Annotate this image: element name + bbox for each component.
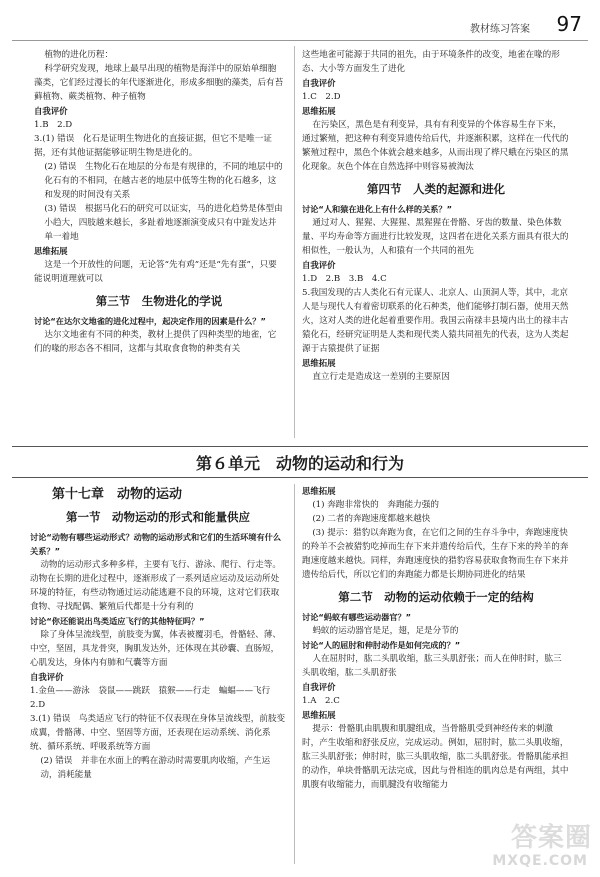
answer-line: 1.B 2.D <box>34 120 73 130</box>
watermark-logo <box>474 817 592 869</box>
answer-line: 2.D <box>30 700 46 710</box>
paragraph: 动物的运动形式多种多样，主要有飞行、游泳、爬行、行走等。动物在长期的进化过程中，逐渐形成了一系列适应运动及运动所处环境的特征，有些动物通过运动能逃避不良的环境，这对它们获取食物、寻找配偶、繁殖后代都是十分有利的 <box>30 560 281 612</box>
section-title: 第一节 动物运动的形式和能量供应 <box>66 510 250 524</box>
discussion-heading: 讨论“人的屈肘和伸肘动作是如何完成的？” <box>302 640 461 650</box>
paragraph: 在污染区，黑色是有利变异，具有有利变异的个体容易生存下来，通过繁殖，把这种有利变异遗传给后代，并逐渐积累，这样在一代代的繁殖过程中，黑色个体就会越来越多，从而出现了桦尺蛾在污染区的黑化现象。灰色个体在自然选择中则容易被淘汰 <box>302 120 569 172</box>
answer-line: 1.C 2.D <box>302 92 341 102</box>
chapter-title: 第十七章 动物的运动 <box>52 487 183 502</box>
paragraph: 提示：骨骼肌由肌腹和肌腱组成，当骨骼肌受到神经传来的刺激时，产生收缩和舒张反应，完成运动。例如，屈肘时，肱二头肌收缩，肱三头肌舒张；伸肘时，肱三头肌收缩，肱二头肌舒张。骨骼肌能承担的动作，单块骨骼肌无法完成，因此与骨相连的肌肉总是有两组，其中肌腹有收缩能力，而肌腱没有收缩能力 <box>302 724 569 790</box>
answer-line: 1.A 2.C <box>302 696 340 706</box>
left-column-top <box>34 48 284 356</box>
answer-line: 5.我国发现的古人类化石有元谋人、北京人、山顶洞人等，其中，北京人是与现代人有着密切联系的化石种类，他们能够打制石器，使用天然火，这对人类的进化起着重要作用。我国云南禄丰县境内出土的禄丰古猿化石，经研究证明是人类和现代类人猿共同祖先的代表，这为人类起源于古猿提供了证据 <box>302 288 569 354</box>
section-label: 思维拓展 <box>302 710 336 720</box>
section-title: 第四节 人类的起源和进化 <box>367 182 505 196</box>
section-label: 自我评价 <box>34 106 68 116</box>
section-title: 第三节 生物进化的学说 <box>95 294 223 308</box>
section-label: 思维拓展 <box>302 358 336 368</box>
paragraph: 这是一个开放性的问题，无论答“先有鸡”还是“先有蛋”，只要能说明道理就可以 <box>34 260 277 284</box>
watermark-sub: MXQE.COM <box>492 853 588 869</box>
left-column-bottom <box>30 484 286 782</box>
answer-line: 1.金鱼——游泳 袋鼠——跳跃 猿猴——行走 蝙蝠——飞行 <box>30 686 271 696</box>
answer-subline: (1) 奔跑非常快的 奔跑能力强的 <box>312 500 439 510</box>
discussion-heading: 讨论“人和猿在进化上有什么样的关系？” <box>302 204 452 214</box>
page-header <box>0 6 600 38</box>
discussion-heading: 讨论“你还能说出鸟类适应飞行的其他特征吗？” <box>30 616 205 626</box>
paragraph: 蚂蚁的运动器官是足，翅，足是分节的 <box>312 626 459 636</box>
answer-subline: (3) 错误 根据马化石的研究可以证实，马的进化趋势是体型由小趋大，四肢越来越长，多趾着地逐渐演变成只有中趾发达并单一着地 <box>44 204 283 242</box>
section-label: 思维拓展 <box>302 486 336 496</box>
section-label: 思维拓展 <box>34 246 68 256</box>
header-rule <box>12 40 588 41</box>
answer-subline: (2) 二者的奔跑速度都越来越快 <box>312 514 431 524</box>
watermark-main: 答案圈 <box>510 823 592 853</box>
right-column-top <box>302 48 570 384</box>
section-label: 自我评价 <box>302 682 336 692</box>
paragraph: 达尔文地雀有不同的种类，教材上提供了四种类型的地雀，它们的喙的形态各不相同，这都与其取食食物的种类有关 <box>34 330 277 354</box>
header-title: 教材练习答案 <box>470 24 530 35</box>
right-column-bottom <box>302 484 570 792</box>
discussion-heading: 讨论“蚂蚁有哪些运动器官？” <box>302 612 412 622</box>
answer-subline: (2) 错误 生物化石在地层的分布是有规律的，不同的地层中的化石有的不相同，在越古老的地层中低等生物的化石越多，这和发现的时间没有关系 <box>44 162 283 200</box>
paragraph: 除了身体呈流线型，前肢变为翼，体表被覆羽毛，骨骼轻、薄、中空，坚固，具龙骨突，胸肌发达外，还体现在其砂囊、直肠短，心肌发达，身体内有肺和气囊等方面 <box>30 630 281 668</box>
section-label: 思维拓展 <box>302 106 336 116</box>
paragraph: 植物的进化历程： <box>44 50 114 60</box>
section-title: 第二节 动物的运动依赖于一定的结构 <box>338 590 534 604</box>
paragraph: 人在屈肘时，肱二头肌收缩，肱三头肌舒张；而人在伸肘时，肱三头肌收缩，肱二头肌舒张 <box>302 654 562 678</box>
section-label: 自我评价 <box>302 78 336 88</box>
paragraph: 通过对人、猩猩、大猩猩、黑猩猩在骨骼、牙齿的数量、染色体数量、平均寿命等方面进行比较发现，这四者在进化关系方面具有很大的相似性，一般认为，人和猿有一个共同的祖先 <box>302 218 569 256</box>
paragraph: (3) 提示：猎豹以奔跑为食，在它们之间的生存斗争中，奔跑速度快的羚羊不会被猎豹吃掉而生存下来并遗传给后代，生存下来的羚羊的奔跑速度越来越快。同样，奔跑速度快的猎豹容易获取食物而生存下来并遗传给后代，所以它们的奔跑能力都是长期协同进化的结果 <box>302 528 569 580</box>
section-label: 自我评价 <box>30 672 64 682</box>
answer-line: 1.D 2.B 3.B 4.C <box>302 274 387 284</box>
column-divider-bottom <box>294 484 295 864</box>
discussion-heading: 讨论“动物有哪些运动形式？动物的运动形式和它们的生活环境有什么关系？” <box>30 532 282 556</box>
answer-subline: (2) 错误 并非在水面上的鸭在游动时需要肌肉收缩，产生运动，消耗能量 <box>40 756 271 780</box>
column-divider-top <box>294 46 295 438</box>
paragraph: 科学研究发现，地球上最早出现的植物是海洋中的原始单细胞藻类，它们经过漫长的年代逐渐进化，形成多细胞的藻类，后有苔藓植物、蕨类植物、种子植物 <box>34 64 284 102</box>
answer-line: 3.(1) 错误 鸟类适应飞行的特征不仅表现在身体呈流线型，前肢变成翼，骨骼薄、中空、坚固等方面，还表现在运动系统、消化系统、循环系统、呼吸系统等方面 <box>30 714 286 752</box>
paragraph: 直立行走是造成这一差别的主要原因 <box>312 372 450 382</box>
discussion-heading: 讨论“在达尔文地雀的进化过程中，起决定作用的因素是什么？” <box>34 316 266 326</box>
section-label: 自我评价 <box>302 260 336 270</box>
answer-line: 这些地雀可能源于共同的祖先，由于环境条件的改变，地雀在喙的形态、大小等方面发生了进化 <box>302 50 560 74</box>
answer-line: 3.(1) 错误 化石是证明生物进化的直接证据，但它不是唯一证据，还有其他证据能够证明生物是进化的。 <box>34 134 272 158</box>
page-number: 97 <box>556 12 582 36</box>
unit-title-banner: 第６单元 动物的运动和行为 <box>12 446 588 478</box>
